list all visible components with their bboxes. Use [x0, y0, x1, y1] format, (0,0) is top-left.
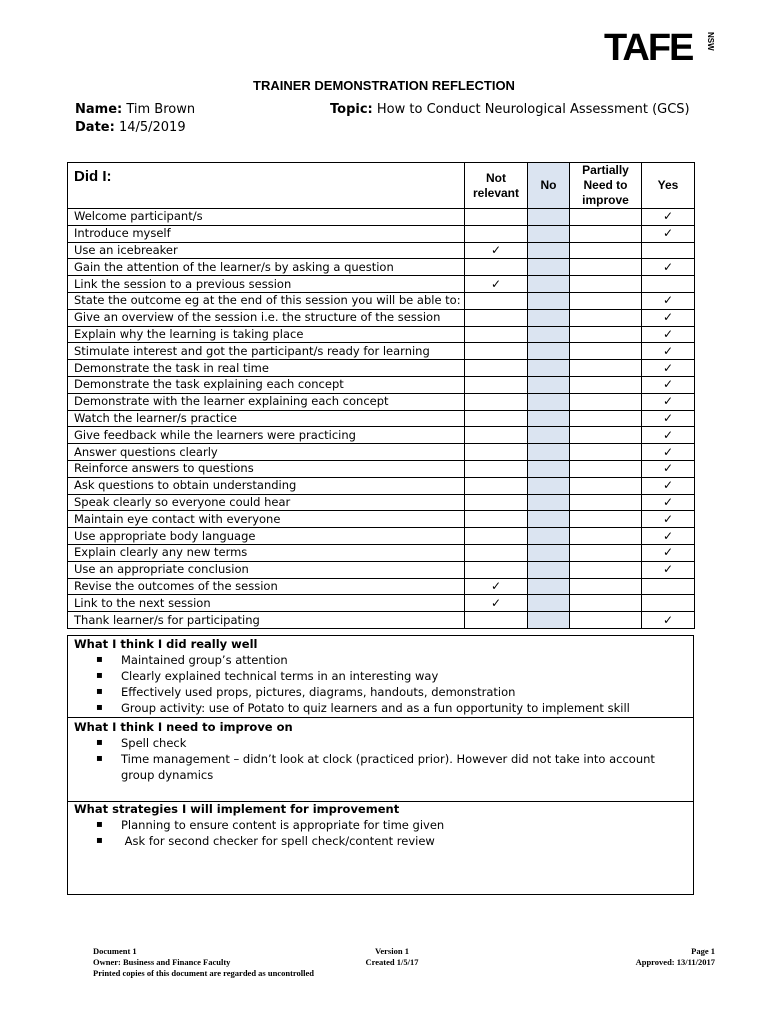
- checkmark-icon: ✓: [662, 562, 674, 577]
- logo-text: TAFE: [604, 27, 693, 69]
- table-row: [68, 259, 695, 276]
- cell-yes: [642, 544, 695, 561]
- table-row: [68, 494, 695, 511]
- table-row: [68, 444, 695, 461]
- list-item: ▪ Spell check: [96, 735, 693, 751]
- checkmark-icon: ✓: [662, 394, 674, 409]
- cell-yes: [642, 528, 695, 545]
- cell-partial: [570, 427, 642, 444]
- cell-yes: [642, 444, 695, 461]
- improve-section: [67, 717, 694, 802]
- cell-partial: [570, 528, 642, 545]
- cell-nr: [465, 427, 528, 444]
- footer-created: Created 1/5/17: [365, 957, 419, 967]
- cell-partial: [570, 612, 642, 629]
- reflection-checklist-table: [67, 162, 695, 629]
- cell-yes: [642, 309, 695, 326]
- table-row: [68, 561, 695, 578]
- cell-no: [528, 259, 570, 276]
- cell-nr: [465, 393, 528, 410]
- checkmark-icon: ✓: [662, 226, 674, 241]
- cell-no: [528, 477, 570, 494]
- list-item: ▪ Maintained group’s attention: [96, 652, 693, 668]
- cell-no: [528, 209, 570, 226]
- cell-nr: [465, 276, 528, 293]
- table-row: [68, 309, 695, 326]
- strategies-list: [68, 817, 693, 849]
- row-criterion: Speak clearly so everyone could hear: [68, 494, 465, 511]
- cell-nr: [465, 477, 528, 494]
- cell-partial: [570, 292, 642, 309]
- cell-partial: [570, 511, 642, 528]
- checkmark-icon: ✓: [662, 528, 674, 543]
- table-row: [68, 544, 695, 561]
- header-not-relevant: Not relevant: [465, 163, 528, 209]
- cell-no: [528, 343, 570, 360]
- table-row: [68, 410, 695, 427]
- cell-no: [528, 360, 570, 377]
- header-did-i: Did I:: [68, 163, 465, 209]
- cell-no: [528, 242, 570, 259]
- cell-yes: [642, 376, 695, 393]
- cell-nr: [465, 460, 528, 477]
- cell-no: [528, 326, 570, 343]
- cell-no: [528, 511, 570, 528]
- cell-partial: [570, 343, 642, 360]
- footer-approved: Approved: 13/11/2017: [635, 957, 715, 967]
- checkmark-icon: ✓: [662, 360, 674, 375]
- cell-yes: [642, 276, 695, 293]
- table-row: [68, 460, 695, 477]
- cell-nr: [465, 292, 528, 309]
- cell-yes: [642, 259, 695, 276]
- cell-partial: [570, 242, 642, 259]
- cell-partial: [570, 578, 642, 595]
- cell-no: [528, 276, 570, 293]
- cell-no: [528, 612, 570, 629]
- checkmark-icon: ✓: [662, 209, 674, 224]
- list-item: ▪ Ask for second checker for spell check/content review: [96, 833, 693, 849]
- table-row: [68, 343, 695, 360]
- checkmark-icon: ✓: [662, 478, 674, 493]
- cell-partial: [570, 494, 642, 511]
- row-criterion: Demonstrate the task explaining each concept: [68, 376, 465, 393]
- cell-nr: [465, 242, 528, 259]
- row-criterion: Give feedback while the learners were practicing: [68, 427, 465, 444]
- cell-nr: [465, 410, 528, 427]
- row-criterion: Thank learner/s for participating: [68, 612, 465, 629]
- did-well-list: [68, 652, 693, 716]
- row-criterion: State the outcome eg at the end of this session you will be able to:: [68, 292, 465, 309]
- checkmark-icon: ✓: [662, 545, 674, 560]
- cell-partial: [570, 544, 642, 561]
- cell-partial: [570, 561, 642, 578]
- checkmark-icon: ✓: [490, 242, 502, 257]
- row-criterion: Use an appropriate conclusion: [68, 561, 465, 578]
- did-well-heading: What I think I did really well: [74, 637, 258, 651]
- table-row: [68, 292, 695, 309]
- logo-subtext: NSW: [706, 32, 715, 51]
- cell-no: [528, 494, 570, 511]
- cell-nr: [465, 528, 528, 545]
- cell-no: [528, 225, 570, 242]
- cell-no: [528, 410, 570, 427]
- checkmark-icon: ✓: [490, 578, 502, 593]
- table-row: [68, 326, 695, 343]
- table-row: [68, 528, 695, 545]
- cell-nr: [465, 544, 528, 561]
- cell-nr: [465, 343, 528, 360]
- checkmark-icon: ✓: [662, 427, 674, 442]
- table-row: [68, 595, 695, 612]
- cell-yes: [642, 578, 695, 595]
- cell-no: [528, 427, 570, 444]
- improve-list: [68, 735, 693, 783]
- cell-yes: [642, 242, 695, 259]
- table-row: [68, 376, 695, 393]
- cell-yes: [642, 360, 695, 377]
- cell-yes: [642, 561, 695, 578]
- row-criterion: Answer questions clearly: [68, 444, 465, 461]
- cell-yes: [642, 427, 695, 444]
- cell-partial: [570, 259, 642, 276]
- topic-label: Topic:: [330, 102, 373, 117]
- date-field: [75, 120, 186, 135]
- cell-nr: [465, 259, 528, 276]
- strategies-heading: What strategies I will implement for improvement: [74, 802, 400, 816]
- cell-yes: [642, 511, 695, 528]
- cell-no: [528, 595, 570, 612]
- cell-yes: [642, 410, 695, 427]
- cell-partial: [570, 410, 642, 427]
- checkmark-icon: ✓: [662, 259, 674, 274]
- cell-partial: [570, 326, 642, 343]
- cell-partial: [570, 225, 642, 242]
- cell-partial: [570, 460, 642, 477]
- checkmark-icon: ✓: [490, 276, 502, 291]
- cell-no: [528, 309, 570, 326]
- footer-right: [560, 946, 715, 968]
- topic-field: [330, 102, 690, 117]
- cell-no: [528, 393, 570, 410]
- date-value: 14/5/2019: [118, 120, 186, 135]
- cell-partial: [570, 309, 642, 326]
- cell-yes: [642, 494, 695, 511]
- row-criterion: Demonstrate the task in real time: [68, 360, 465, 377]
- cell-yes: [642, 209, 695, 226]
- cell-no: [528, 544, 570, 561]
- cell-nr: [465, 561, 528, 578]
- cell-partial: [570, 477, 642, 494]
- list-item: ▪ Planning to ensure content is appropriate for time given: [96, 817, 693, 833]
- cell-yes: [642, 595, 695, 612]
- cell-no: [528, 292, 570, 309]
- row-criterion: Demonstrate with the learner explaining each concept: [68, 393, 465, 410]
- row-criterion: Revise the outcomes of the session: [68, 578, 465, 595]
- list-item: [96, 751, 693, 783]
- table-row: [68, 477, 695, 494]
- header-no: No: [528, 163, 570, 209]
- cell-no: [528, 444, 570, 461]
- table-row: [68, 578, 695, 595]
- checklist-body: [68, 209, 695, 629]
- list-item-line: group dynamics: [121, 768, 214, 782]
- cell-partial: [570, 595, 642, 612]
- tafe-nsw-logo: [604, 27, 716, 69]
- cell-yes: [642, 477, 695, 494]
- footer-document: Document 1: [93, 946, 137, 956]
- row-criterion: Ask questions to obtain understanding: [68, 477, 465, 494]
- list-item: ▪ Group activity: use of Potato to quiz learners and as a fun opportunity to implement skill: [96, 700, 693, 716]
- cell-yes: [642, 292, 695, 309]
- name-value: Tim Brown: [126, 102, 196, 117]
- cell-yes: [642, 326, 695, 343]
- row-criterion: Use appropriate body language: [68, 528, 465, 545]
- footer-printed: Printed copies of this document are regarded as uncontrolled: [93, 968, 314, 978]
- cell-nr: [465, 225, 528, 242]
- cell-nr: [465, 494, 528, 511]
- row-criterion: Stimulate interest and got the participant/s ready for learning: [68, 343, 465, 360]
- row-criterion: Welcome participant/s: [68, 209, 465, 226]
- footer-center: [342, 946, 442, 968]
- list-item-line: Time management – didn’t look at clock (practiced prior). However did not take into account: [121, 752, 655, 766]
- checkmark-icon: ✓: [662, 612, 674, 627]
- checkmark-icon: ✓: [662, 326, 674, 341]
- checkmark-icon: ✓: [662, 377, 674, 392]
- footer-version: Version 1: [375, 946, 409, 956]
- row-criterion: Maintain eye contact with everyone: [68, 511, 465, 528]
- cell-nr: [465, 376, 528, 393]
- improve-heading: What I think I need to improve on: [74, 720, 293, 734]
- table-row: [68, 209, 695, 226]
- cell-no: [528, 561, 570, 578]
- row-criterion: Link to the next session: [68, 595, 465, 612]
- cell-partial: [570, 276, 642, 293]
- row-criterion: Introduce myself: [68, 225, 465, 242]
- cell-yes: [642, 460, 695, 477]
- name-label: Name:: [75, 102, 123, 117]
- date-label: Date:: [75, 120, 115, 135]
- checkmark-icon: ✓: [490, 595, 502, 610]
- footer-owner: Owner: Business and Finance Faculty: [93, 957, 231, 967]
- checkmark-icon: ✓: [662, 461, 674, 476]
- checkmark-icon: ✓: [662, 511, 674, 526]
- checkmark-icon: ✓: [662, 310, 674, 325]
- cell-nr: [465, 444, 528, 461]
- cell-nr: [465, 326, 528, 343]
- row-criterion: Gain the attention of the learner/s by asking a question: [68, 259, 465, 276]
- cell-no: [528, 528, 570, 545]
- cell-yes: [642, 225, 695, 242]
- footer-left: [93, 946, 314, 979]
- row-criterion: Watch the learner/s practice: [68, 410, 465, 427]
- table-row: [68, 276, 695, 293]
- header-yes: Yes: [642, 163, 695, 209]
- did-well-section: [67, 635, 694, 718]
- table-row: [68, 612, 695, 629]
- cell-no: [528, 578, 570, 595]
- table-row: [68, 360, 695, 377]
- cell-partial: [570, 444, 642, 461]
- cell-partial: [570, 209, 642, 226]
- row-criterion: Explain why the learning is taking place: [68, 326, 465, 343]
- document-title: TRAINER DEMONSTRATION REFLECTION: [253, 78, 515, 93]
- checkmark-icon: ✓: [662, 293, 674, 308]
- list-item: ▪ Clearly explained technical terms in an interesting way: [96, 668, 693, 684]
- cell-nr: [465, 209, 528, 226]
- topic-value: How to Conduct Neurological Assessment (GCS): [376, 102, 690, 117]
- row-criterion: Explain clearly any new terms: [68, 544, 465, 561]
- cell-yes: [642, 343, 695, 360]
- row-criterion: Use an icebreaker: [68, 242, 465, 259]
- table-row: [68, 511, 695, 528]
- table-row: [68, 225, 695, 242]
- cell-no: [528, 376, 570, 393]
- table-row: [68, 242, 695, 259]
- cell-nr: [465, 612, 528, 629]
- row-criterion: Link the session to a previous session: [68, 276, 465, 293]
- cell-nr: [465, 595, 528, 612]
- row-criterion: Reinforce answers to questions: [68, 460, 465, 477]
- cell-yes: [642, 612, 695, 629]
- header-partially: Partially Need to improve: [570, 163, 642, 209]
- checkmark-icon: ✓: [662, 444, 674, 459]
- cell-nr: [465, 511, 528, 528]
- cell-yes: [642, 393, 695, 410]
- cell-no: [528, 460, 570, 477]
- cell-nr: [465, 360, 528, 377]
- cell-partial: [570, 376, 642, 393]
- table-row: [68, 427, 695, 444]
- strategies-section: [67, 801, 694, 895]
- list-item: ▪ Effectively used props, pictures, diagrams, handouts, demonstration: [96, 684, 693, 700]
- row-criterion: Give an overview of the session i.e. the structure of the session: [68, 309, 465, 326]
- checkmark-icon: ✓: [662, 410, 674, 425]
- name-field: [75, 102, 195, 117]
- footer-page: Page 1: [691, 946, 715, 956]
- cell-partial: [570, 393, 642, 410]
- checkmark-icon: ✓: [662, 343, 674, 358]
- cell-nr: [465, 578, 528, 595]
- checkmark-icon: ✓: [662, 494, 674, 509]
- table-row: [68, 393, 695, 410]
- cell-partial: [570, 360, 642, 377]
- cell-nr: [465, 309, 528, 326]
